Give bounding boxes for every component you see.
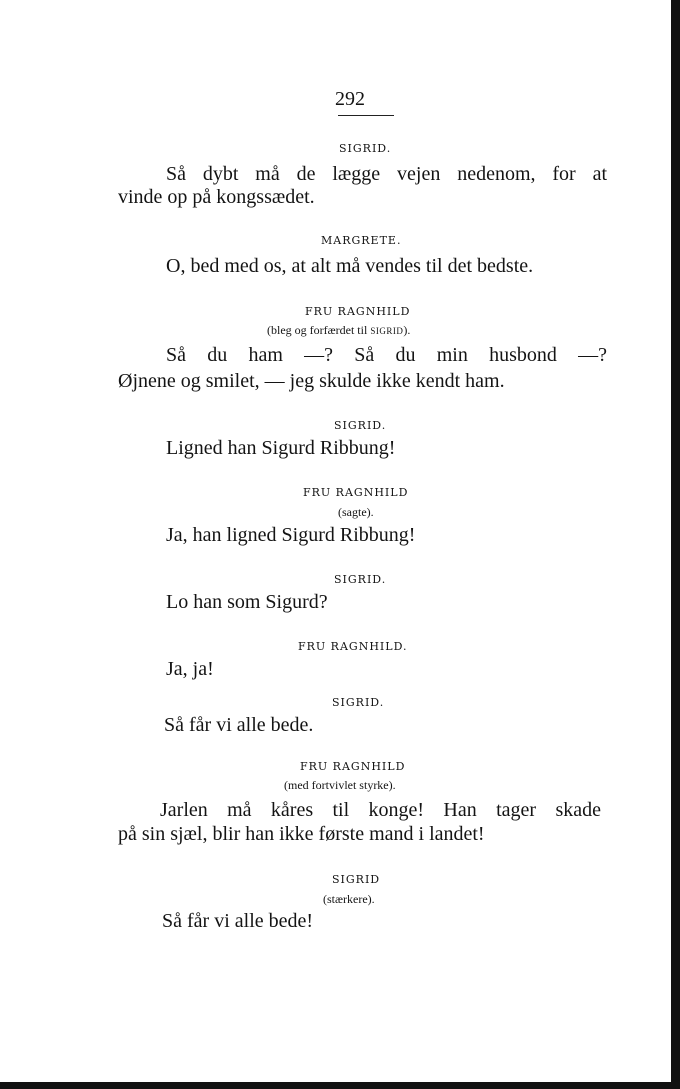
speaker-name: SIGRID. [334, 573, 387, 586]
stage-direction: (med fortvivlet styrke). [284, 778, 396, 792]
speaker-name: SIGRID [332, 873, 381, 886]
speaker-name: MARGRETE. [321, 234, 402, 247]
scan-border-bottom [0, 1082, 680, 1089]
page-number-rule [338, 115, 394, 116]
dialogue-line: Jarlen må kåres til konge! Han tager skade [160, 799, 601, 821]
dialogue-line: O, bed med os, at alt må vendes til det bedste. [166, 255, 534, 277]
dialogue-line: vinde op på kongssædet. [118, 186, 315, 208]
stage-direction-text: (bleg og forfærdet til [267, 323, 368, 337]
stage-direction-name: SIGRID [370, 326, 404, 336]
page-number: 292 [335, 88, 365, 110]
stage-direction [267, 323, 410, 338]
speaker-name: SIGRID. [339, 142, 392, 155]
speaker-name: SIGRID. [334, 419, 387, 432]
dialogue-line: Så du ham —? Så du min husbond —? [166, 344, 607, 366]
speaker-name: FRU RAGNHILD. [298, 640, 408, 653]
dialogue-line: Ligned han Sigurd Ribbung! [166, 437, 396, 459]
stage-direction-end: ). [403, 323, 411, 337]
speaker-name: FRU RAGNHILD [303, 486, 409, 499]
scan-border-right [671, 0, 680, 1089]
speaker-name: SIGRID. [332, 696, 385, 709]
stage-direction: (sagte). [338, 505, 374, 519]
dialogue-line: Ja, ja! [166, 658, 214, 680]
dialogue-line: Øjnene og smilet, — jeg skulde ikke kendt ham. [118, 370, 505, 392]
stage-direction: (stærkere). [323, 892, 375, 906]
dialogue-line: Så får vi alle bede. [164, 714, 314, 736]
speaker-name: FRU RAGNHILD [300, 760, 406, 773]
speaker-name: FRU RAGNHILD [305, 305, 411, 318]
dialogue-line: på sin sjæl, blir han ikke første mand i landet! [118, 823, 485, 845]
dialogue-line: Ja, han ligned Sigurd Ribbung! [166, 524, 416, 546]
dialogue-line: Så får vi alle bede! [162, 910, 314, 932]
dialogue-line: Lo han som Sigurd? [166, 591, 328, 613]
dialogue-line: Så dybt må de lægge vejen nedenom, for at [166, 163, 607, 185]
